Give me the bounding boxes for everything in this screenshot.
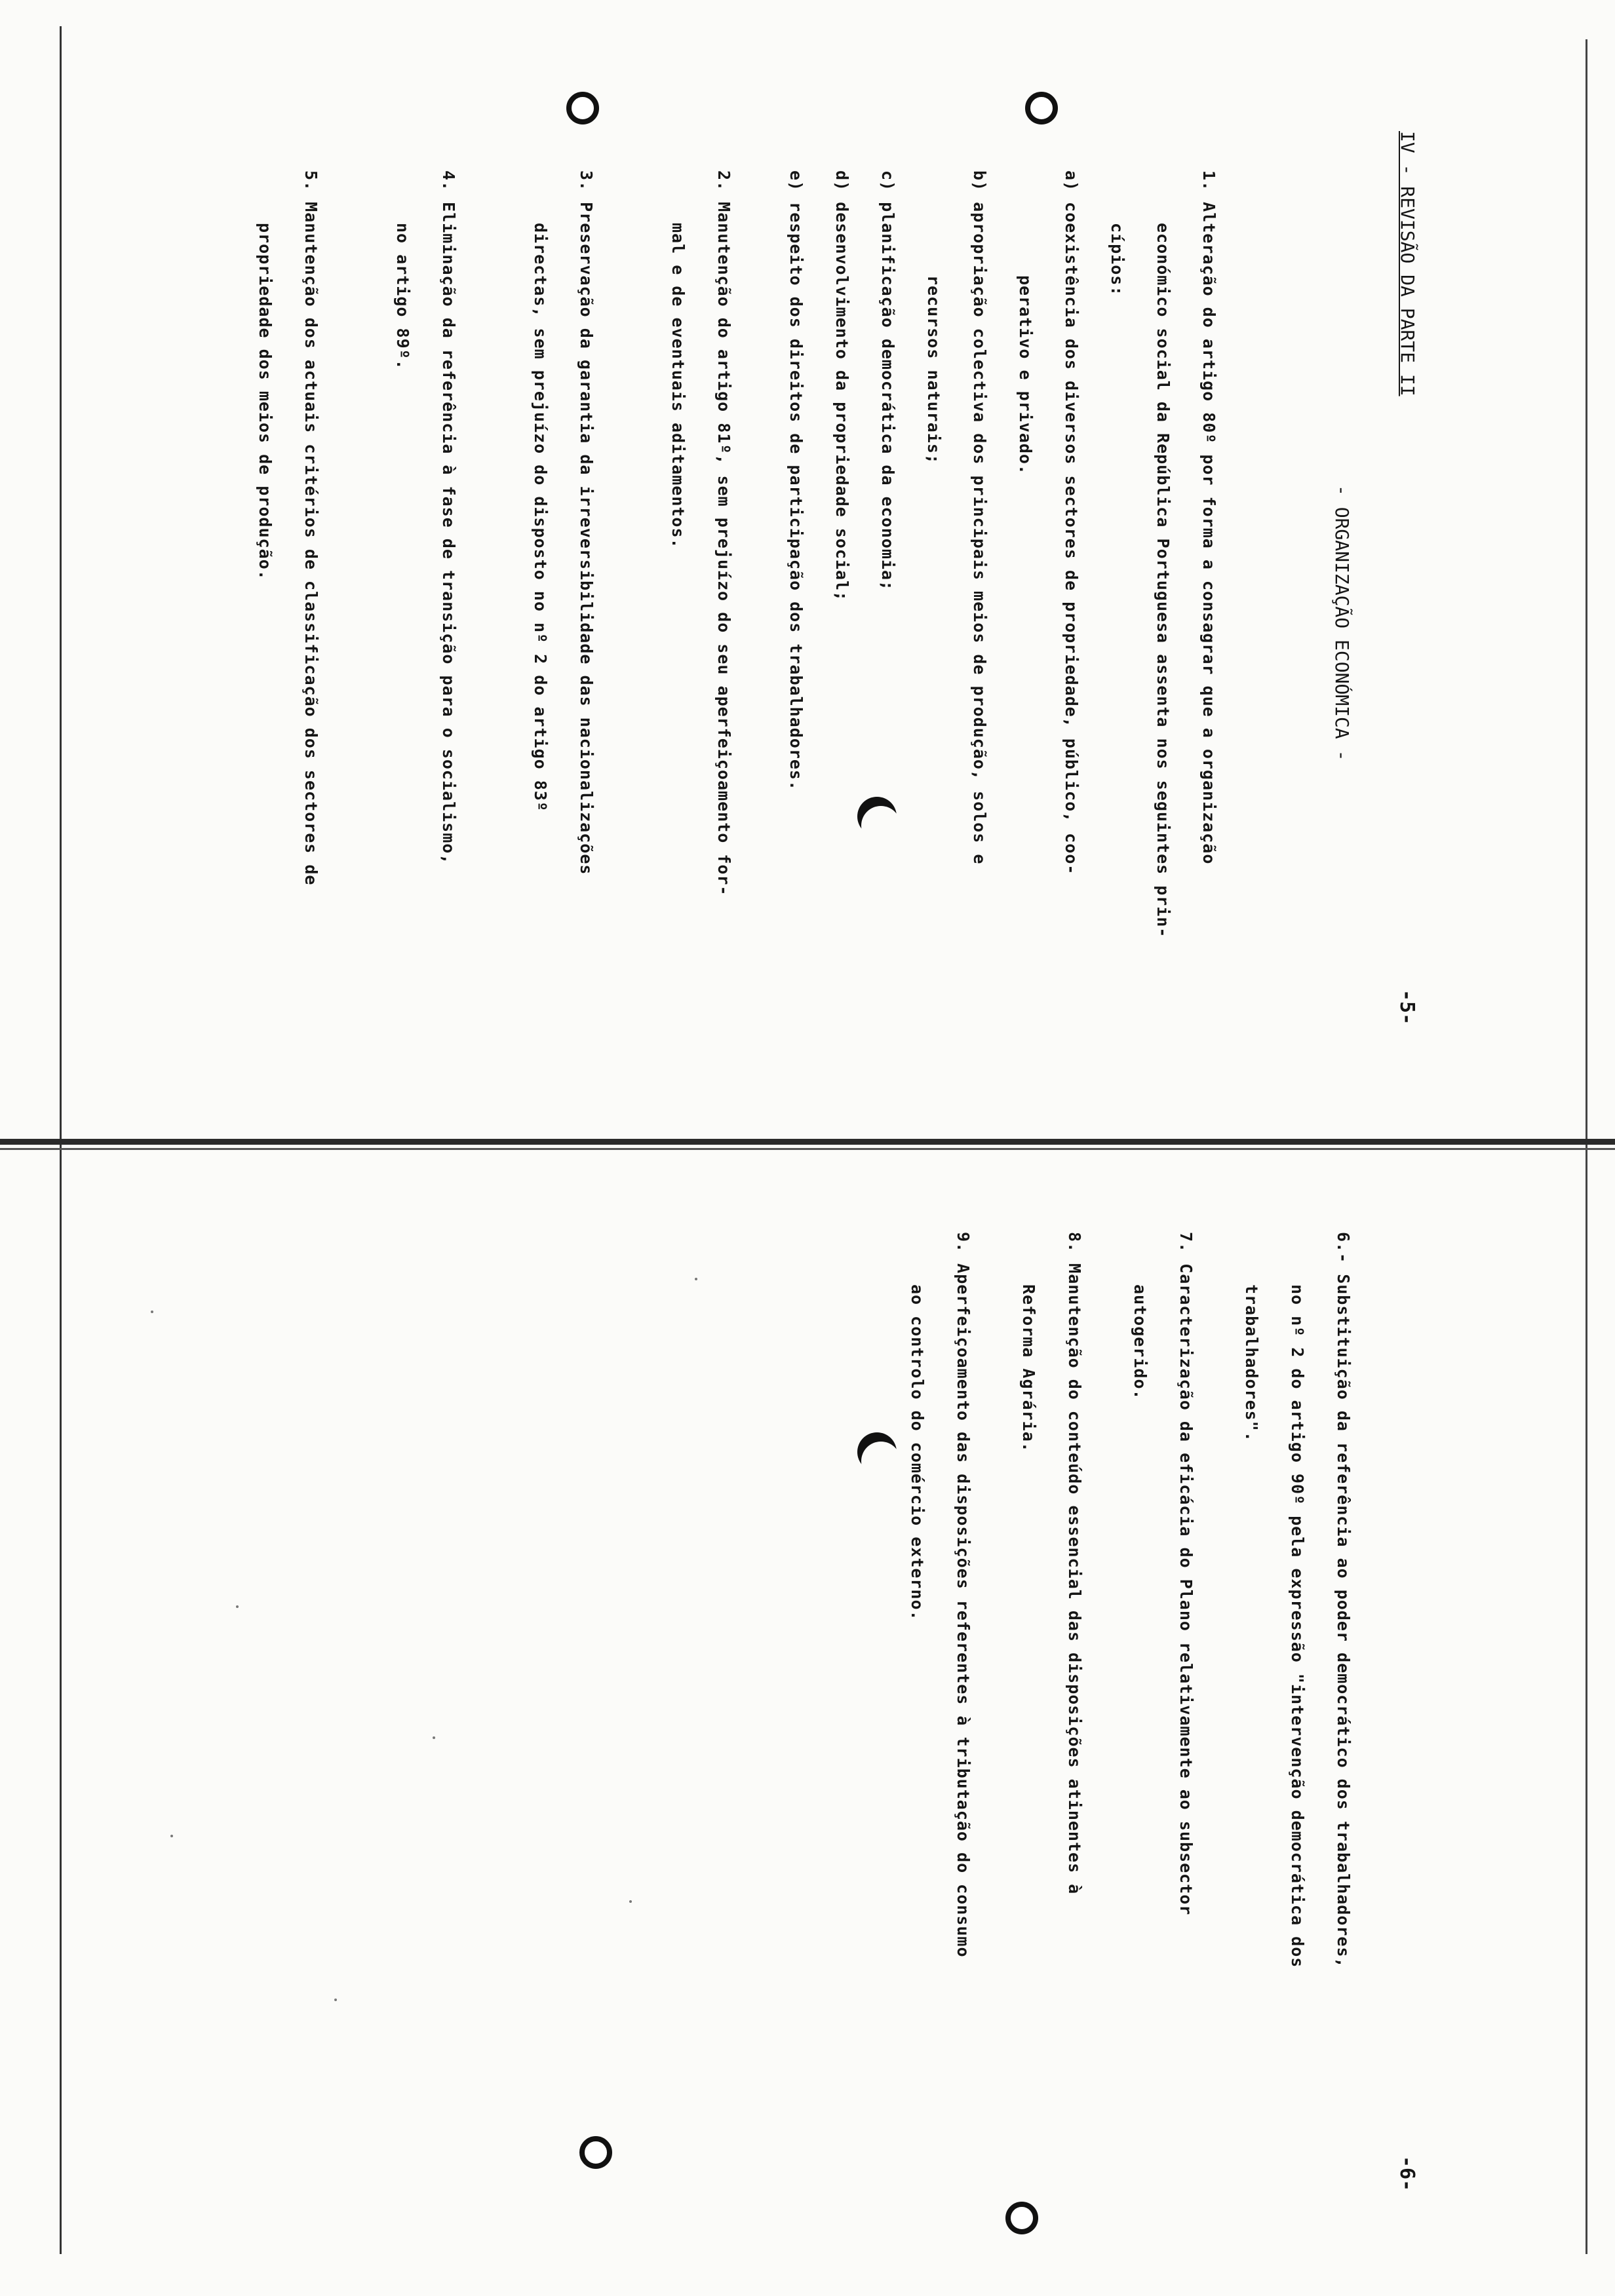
speck-mark xyxy=(236,1605,239,1608)
item-a-line-1: a) coexistência dos diversos sectores de propriedade, público, coo- xyxy=(1062,170,1081,875)
item-4-line-1: 4. Eliminação da referência à fase de transição para o socialismo, xyxy=(439,170,458,865)
item-9-line-1: 9. Aperfeiçoamento das disposições referentes à tributação do consumo xyxy=(954,1232,973,1958)
item-c: c) planificação democrática da economia; xyxy=(878,170,897,592)
item-1-line-1: 1. Alteração do artigo 80º por forma a consagrar que a organização xyxy=(1199,170,1218,865)
item-a-line-2: perativo e privado. xyxy=(1016,275,1035,475)
section-subheading: - ORGANIZAÇÃO ECONÓMICA - xyxy=(1331,485,1353,761)
item-7-line-1: 7. Caracterização da eficácia do Plano relativamente ao subsector xyxy=(1177,1232,1196,1916)
page-fold-line-secondary xyxy=(0,1148,1615,1150)
page-edge-line xyxy=(1586,39,1587,2254)
page-number-6: -6- xyxy=(1395,2156,1418,2192)
speck-mark xyxy=(151,1311,153,1313)
item-8-line-1: 8. Manutenção do conteúdo essencial das disposições atinentes à xyxy=(1065,1232,1084,1895)
item-9-line-2: ao controlo do comércio externo. xyxy=(908,1284,927,1621)
item-6-line-2: no nº 2 do artigo 90º pela expressão "intervenção democrática dos xyxy=(1288,1284,1307,1968)
punch-hole-mark xyxy=(1005,2202,1038,2234)
speck-mark xyxy=(170,1835,173,1837)
item-3-line-1: 3. Preservação da garantia da irreversibilidade das nacionalizações xyxy=(577,170,596,875)
item-b-line-1: b) apropriação colectiva dos principais meios de produção, solos e xyxy=(970,170,989,865)
item-6-line-1: 6.- Substituição da referência ao poder democrático dos trabalhadores, xyxy=(1334,1232,1353,1968)
speck-mark xyxy=(629,1900,632,1903)
item-6-line-3: trabalhadores". xyxy=(1242,1284,1261,1442)
binding-clip-mark xyxy=(861,806,901,845)
item-1-line-3: cípios: xyxy=(1108,223,1127,297)
item-4-line-2: no artigo 89º. xyxy=(393,223,412,370)
punch-hole-mark xyxy=(579,2136,612,2169)
punch-hole-mark xyxy=(1025,92,1058,124)
item-2-line-2: mal e de eventuais aditamentos. xyxy=(669,223,688,549)
item-d: d) desenvolvimento da propriedade social; xyxy=(832,170,851,602)
left-page-body xyxy=(242,170,1232,938)
punch-hole-mark xyxy=(566,92,599,124)
item-5-line-2: propriedade dos meios de produção. xyxy=(256,223,275,581)
right-page-body xyxy=(894,1232,1366,1968)
page-number-5: -5- xyxy=(1395,989,1418,1025)
page-fold-line xyxy=(0,1139,1615,1145)
item-1-line-2: económico social da República Portuguesa assenta nos seguintes prin- xyxy=(1154,223,1173,938)
item-3-line-2: directas, sem prejuízo do disposto no nº 2 do artigo 83º xyxy=(531,223,550,812)
speck-mark xyxy=(695,1278,697,1280)
binding-clip-mark xyxy=(861,1442,901,1481)
item-7-line-2: autogerido. xyxy=(1131,1284,1150,1400)
speck-mark xyxy=(334,1999,337,2001)
item-2-line-1: 2. Manutenção do artigo 81º, sem prejuízo do seu aperfeiçoamento for- xyxy=(714,170,733,896)
item-8-line-2: Reforma Agrária. xyxy=(1019,1284,1038,1453)
item-b-line-2: recursos naturais; xyxy=(924,275,943,465)
item-5-line-1: 5. Manutenção dos actuais critérios de classificação dos sectores de xyxy=(302,170,321,886)
section-heading: IV - REVISÃO DA PARTE II xyxy=(1397,131,1418,396)
item-e: e) respeito dos direitos de participação dos trabalhadores. xyxy=(787,170,806,792)
speck-mark xyxy=(433,1736,435,1739)
